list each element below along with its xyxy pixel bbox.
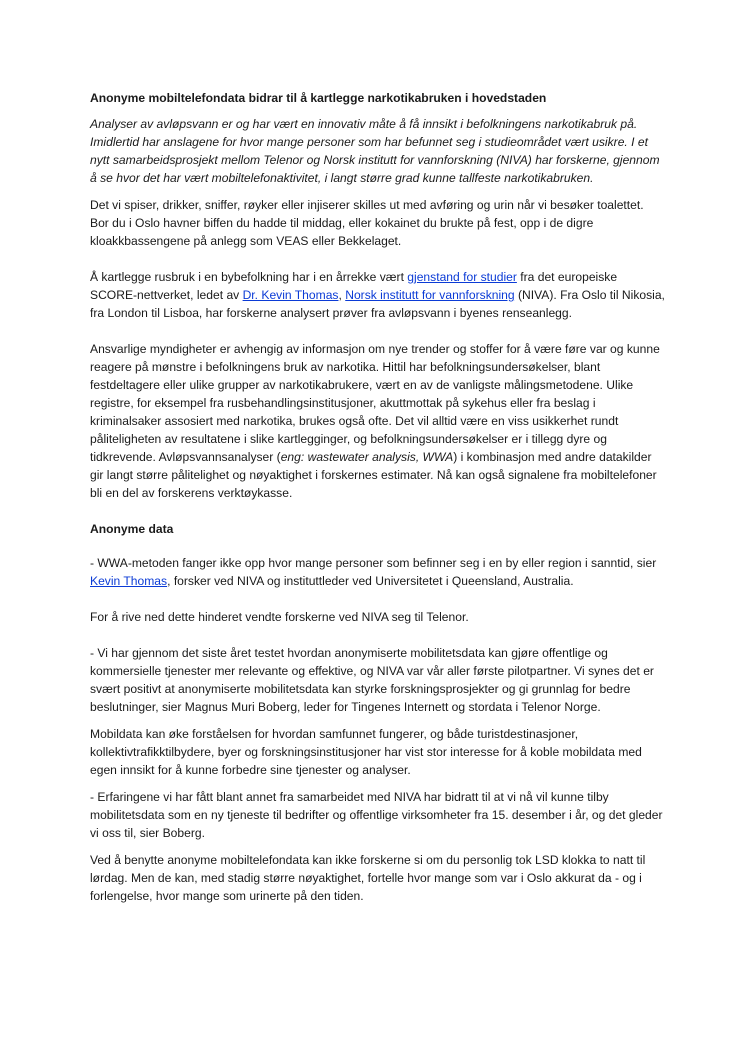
article-title: Anonyme mobiltelefondata bidrar til å kartlegge narkotikabruken i hovedstaden (90, 91, 547, 105)
wwa-term: eng: wastewater analysis, WWA (280, 450, 454, 464)
paragraph-3: Ansvarlige myndigheter er avhengig av informasjon om nye trender og stoffer for å være føre var og kunne reagere på mønstre i befolkningens bruk av narkotika. Hittil har befolkningsundersøkelser, blant festdeltagere eller ulike grupper av narkotikabrukere, vært en av de vanligste målingsmetodene. Ulike registre, for eksempel fra rusbehandlingsinstitusjoner, akuttmottak på sykehus eller fra beslag i kriminalsaker assosiert med narkotika, brukes også ofte. Det vil alltid være en viss usikkerhet rundt påliteligheten av resultatene i slike kartlegginger, og befolkningsundersøkelser er i tillegg dyre og tidkrevende. Avløpsvannsanalyser (eng: wastewater analysis, WWA) i kombinasjon med andre datakilder gir langt større pålitelighet og nøyaktighet i forskernes estimater. Nå kan også signalene fra mobiltelefoner bli en del av forskerens verktøykasse. (90, 342, 660, 500)
link-kevin-thomas-2[interactable]: Kevin Thomas (90, 574, 168, 588)
subheading: Anonyme data (90, 522, 174, 536)
paragraph-6: - Vi har gjennom det siste året testet hvordan anonymiserte mobilitetsdata kan gjøre offentlige og kommersielle tjenester mer relevante og effektive, og NIVA var vår aller første pilotpartner. Vi synes det er svært positivt at anonymiserte mobilitetsdata kan styrke forskningsprosjekter og gi grunnlag for bedre beslutninger, sier Magnus Muri Boberg, leder for Tingenes Internett og stordata i Telenor Norge. (90, 646, 654, 714)
link-gjenstand-for-studier[interactable]: gjenstand for studier (407, 270, 517, 284)
paragraph-9: Ved å benytte anonyme mobiltelefondata kan ikke forskerne si om du personlig tok LSD klokka to natt til lørdag. Men de kan, med stadig større nøyaktighet, fortelle hvor mange som var i Oslo akkurat da - og i forlengelse, hvor mange som urinerte på den tiden. (90, 853, 646, 903)
article-lead: Analyser av avløpsvann er og har vært en innovativ måte å få innsikt i befolkningens narkotikabruk på. Imidlertid har anslagene for hvor mange personer som har befunnet seg i studieområdet vært usikre. I et nytt samarbeidsprosjekt mellom Telenor og Norsk institutt for vannforskning (NIVA) har forskerne, gjennom å se hvor det har vært mobiltelefonaktivitet, i langt større grad kunne tallfeste narkotikabruken. (90, 117, 660, 185)
paragraph-2: Å kartlegge rusbruk i en bybefolkning har i en årrekke vært gjenstand for studier fra det europeiske SCORE-nettverket, ledet av Dr. Kevin Thomas, Norsk institutt for vannforskning (NIVA). Fra Oslo til Nikosia, fra London til Lisboa, har forskerne analysert prøver fra avløpsvann i byenes renseanlegg. (90, 270, 665, 320)
paragraph-4: - WWA-metoden fanger ikke opp hvor mange personer som befinner seg i en by eller region i sanntid, sier Kevin Thomas, forsker ved NIVA og instituttleder ved Universitetet i Queensland, Australia. (90, 556, 657, 588)
link-niva[interactable]: Norsk institutt for vannforskning (345, 288, 515, 302)
paragraph-7: Mobildata kan øke forståelsen for hvordan samfunnet fungerer, og både turistdestinasjoner, kollektivtrafikktilbydere, byer og forskningsinstitusjoner har vist stor interesse for å koble mobildata med egen innsikt for å kunne forbedre sine tjenester og analyser. (90, 727, 642, 777)
link-kevin-thomas[interactable]: Dr. Kevin Thomas (242, 288, 339, 302)
document-page (90, 89, 665, 905)
paragraph-5: For å rive ned dette hinderet vendte forskerne ved NIVA seg til Telenor. (90, 610, 469, 624)
paragraph-1: Det vi spiser, drikker, sniffer, røyker eller injiserer skilles ut med avføring og urin når vi besøker toalettet. Bor du i Oslo havner biffen du hadde til middag, eller kokainet du brukte på fest, opp i de digre kloakkbassengene på anlegg som VEAS eller Bekkelaget. (90, 198, 644, 248)
paragraph-8: - Erfaringene vi har fått blant annet fra samarbeidet med NIVA har bidratt til at vi nå vil kunne tilby mobilitetsdata som en ny tjeneste til bedrifter og offentlige virksomheter fra 15. desember i år, og det gleder vi oss til, sier Boberg. (90, 790, 663, 840)
